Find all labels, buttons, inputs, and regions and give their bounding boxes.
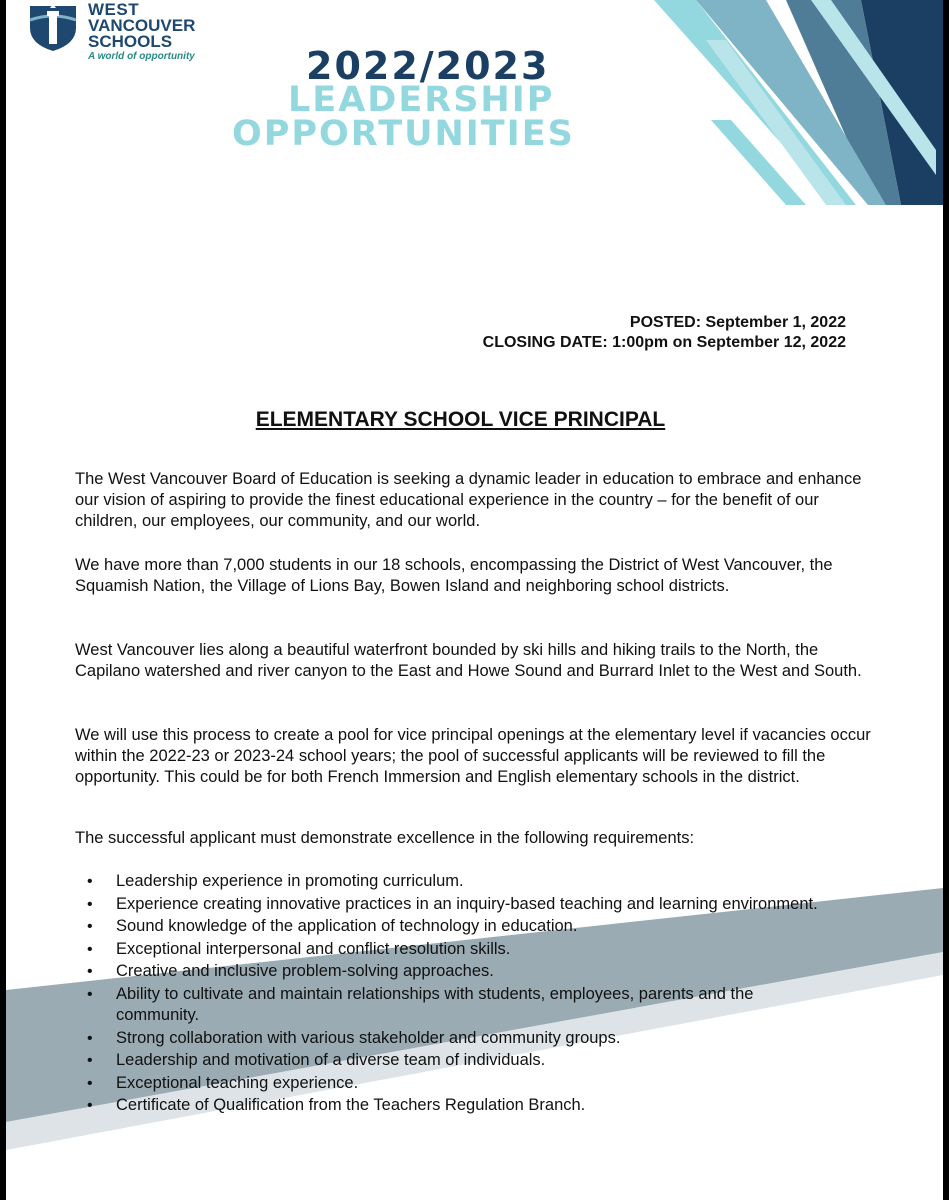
logo-line-3: SCHOOLS	[88, 32, 173, 51]
document-page	[6, 0, 943, 1200]
list-item: • Exceptional teaching experience.	[75, 1073, 835, 1095]
district-logo	[26, 2, 256, 62]
requirements-list	[75, 871, 835, 1118]
district-paragraph: We have more than 7,000 students in our 18 schools, encompassing the District of West Vancouver, the Squamish Nation, the Village of Lions Bay, Bowen Island and neighboring school districts.	[75, 556, 833, 595]
intro-paragraph: The West Vancouver Board of Education is seeking a dynamic leader in education to embrace and enhance our vision of aspiring to provide the finest educational experience in the country – for the benefit of our children, our employees, our community, and our world.	[75, 470, 862, 530]
location-paragraph: West Vancouver lies along a beautiful waterfront bounded by ski hills and hiking trails to the North, the Capilano watershed and river canyon to the East and Howe Sound and Burrard Inlet to the West and South.	[75, 641, 862, 680]
logo-line-1: WEST	[88, 0, 140, 19]
logo-wordmark	[88, 2, 195, 50]
list-item: • Creative and inclusive problem-solving approaches.	[75, 961, 835, 983]
requirements-intro: The successful applicant must demonstrate excellence in the following requirements:	[75, 829, 695, 847]
list-item: • Certificate of Qualification from the Teachers Regulation Branch.	[75, 1095, 835, 1117]
process-paragraph: We will use this process to create a pool for vice principal openings at the elementary level if vacancies occur within the 2022-23 or 2023-24 school years; the pool of successful applicants will be reviewed to fill the opportunity. This could be for both French Immersion and English elementary schools in the district.	[75, 726, 871, 786]
logo-tagline: A world of opportunity	[88, 51, 195, 62]
header-year: 2022/2023	[306, 44, 550, 88]
header-title-line-2: OPPORTUNITIES	[232, 114, 575, 154]
list-item: • Leadership and motivation of a diverse team of individuals.	[75, 1050, 835, 1072]
posting-dates	[483, 313, 846, 353]
list-item: • Exceptional interpersonal and conflict resolution skills.	[75, 939, 835, 961]
job-title: ELEMENTARY SCHOOL VICE PRINCIPAL	[255, 408, 666, 431]
header-title-line-1: LEADERSHIP	[288, 80, 555, 120]
list-item: • Sound knowledge of the application of technology in education.	[75, 916, 835, 938]
posted-date: POSTED: September 1, 2022	[629, 314, 846, 331]
list-item: • Leadership experience in promoting curriculum.	[75, 871, 835, 893]
list-item: • Strong collaboration with various stakeholder and community groups.	[75, 1028, 835, 1050]
lighthouse-shield-icon	[26, 2, 80, 52]
logo-line-2: VANCOUVER	[88, 16, 196, 35]
list-item: • Ability to cultivate and maintain relationships with students, employees, parents and the community.	[75, 984, 835, 1027]
list-item: • Experience creating innovative practices in an inquiry-based teaching and learning environment.	[75, 894, 835, 916]
closing-date: CLOSING DATE: 1:00pm on September 12, 2022	[482, 334, 846, 351]
